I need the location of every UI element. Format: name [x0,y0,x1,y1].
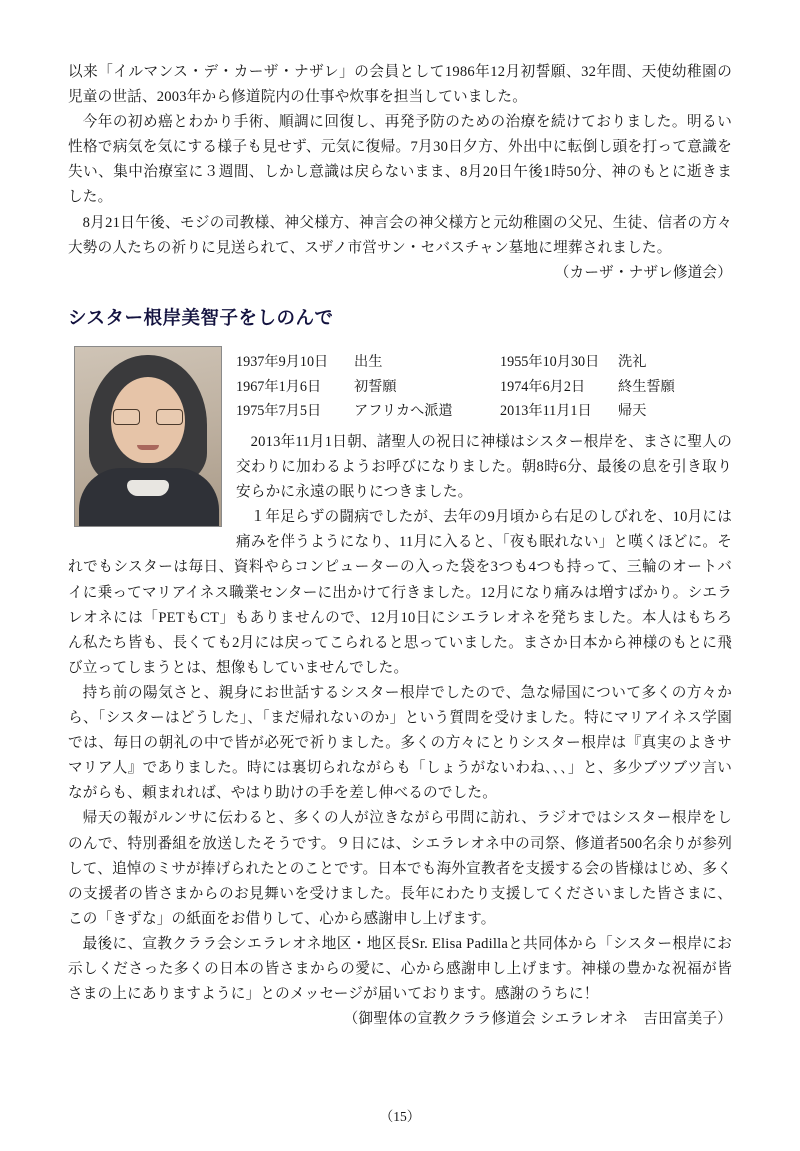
paragraph-top-1: 以来「イルマンス・デ・カーザ・ナザレ」の会員として1986年12月初誓願、32年間、天使幼稚園の児童の世話、2003年から修道院内の仕事や炊事を担当していました。 [68,64,732,106]
glasses-icon [113,409,183,426]
photo-collar [127,480,169,496]
event-cell: 出生 [354,353,383,370]
portrait-photo [74,346,222,527]
date-cell: 2013年11月1日 [500,403,592,420]
paragraph-bottom-3: 最後に、宣教クララ会シエラレオネ地区・地区長Sr. Elisa Padillaと共同体から「シスター根岸にお示しくださった多くの日本の皆さまからの愛に、心から感謝申し上げます。神様の豊かな祝福が皆さまの上にありますように」とのメッセージが届いております。感謝のうちに！ [68,935,732,1003]
paragraph-top-2: 今年の初め癌とわかり手術、順調に回復し、再発予防のための治療を続けておりました。明るい性格で病気を気にする様子も見せず、元気に復帰。7月30日夕方、外出中に転倒し頭を打って意識を失い、集中治療室に３週間、しかし意識は戻らないまま、8月20日午後1時50分、神のもとに逝きました。 [68,114,732,206]
photo-mouth [137,445,159,450]
page-number: （15） [379,1109,421,1124]
event-cell: アフリカへ派遣 [354,403,453,420]
paragraph-bottom-1: 持ち前の陽気さと、親身にお世話するシスター根岸でしたので、急な帰国について多くの方々から、「シスターはどうした」、「まだ帰れないのか」という質問を受けました。特にマリアイネス学園では、毎日の朝礼の中で皆が必死で祈りました。多くの方々にとりシスター根岸は『真実のよきサマリア人』でありました。時には裏切られながらも「しょうがないわね､､､」と、多少ブツブツ言いながらも、頼まれれば、やはり助けの手を差し伸べるのでした。 [68,684,732,802]
date-cell: 1974年6月2日 [500,378,586,395]
date-cell: 1937年9月10日 [236,353,329,370]
paragraph-top-3: 8月21日午後、モジの司教様、神父様方、神言会の神父様方と元幼稚園の父兄、生徒、信者の方々大勢の人たちの祈りに見送られて、スザノ市営サン・セバスチャン墓地に埋葬されました。 [68,214,732,256]
paragraph-bottom-2: 帰天の報がルンサに伝わると、多くの人が泣きながら弔問に訪れ、ラジオではシスター根岸をしのんで、特別番組を放送したそうです。９日には、シエラレオネ中の司祭、修道者500名余りが参列して、追悼のミサが捧げられたとのことです。日本でも海外宣教者を支援する会の皆様はじめ、多くの支援者の皆さまからのお見舞いを受けました。長年にわたり支援してくださいました皆さまに、この「きずな」の紙面をお借りして、心から感謝申し上げます。 [68,810,732,927]
date-cell: 1967年1月6日 [236,378,322,395]
event-cell: 洗礼 [618,353,647,370]
photo-habit [79,468,219,526]
paragraph-wrap-2: １年足らずの闘病でしたが、去年の9月頃から右足のしびれを、10月には痛みを伴うようになり、11月に入ると、「夜も眠れない」と嘆くほどに。それでもシスターは毎日、資料やらコンピューターの入った袋を3つも4つも持って、三輪のオートバイに乗ってマリアイネス職業センターに出かけて行きました。12月になり痛みは増すばかり。シエラレオネには「PETもCT」もありませんので、12月10日にシエラレオネを発ちました。本人はもちろん私たち皆も、長くても2月には戻ってこられると思っていました。まさか日本から神様のもとに飛び立ってしまうとは、想像もしていませんでした。 [68,509,732,676]
life-dates-table [236,350,708,424]
date-cell: 1955年10月30日 [500,353,600,370]
table-row [236,350,708,375]
table-row [236,399,708,424]
table-row [236,375,708,400]
event-cell: 帰天 [618,403,647,420]
page-content [68,60,732,1032]
date-cell: 1975年7月5日 [236,403,322,420]
section-heading: シスター根岸美智子をしのんで [68,308,334,329]
paragraph-wrap-1: 2013年11月1日朝、諸聖人の祝日に神様はシスター根岸を、まさに聖人の交わりに加わるようお呼びになりました。朝8時6分、最後の息を引き取り安らかに永遠の眠りにつきました。 [236,434,732,501]
photo-and-dates-block [68,342,732,681]
event-cell: 初誓願 [354,378,397,395]
signature-top: （カーザ・ナザレ修道会） [554,264,732,281]
event-cell: 終生誓願 [618,378,675,395]
signature-bottom: （御聖体の宣教クララ修道会 シエラレオネ 吉田富美子） [343,1011,732,1028]
